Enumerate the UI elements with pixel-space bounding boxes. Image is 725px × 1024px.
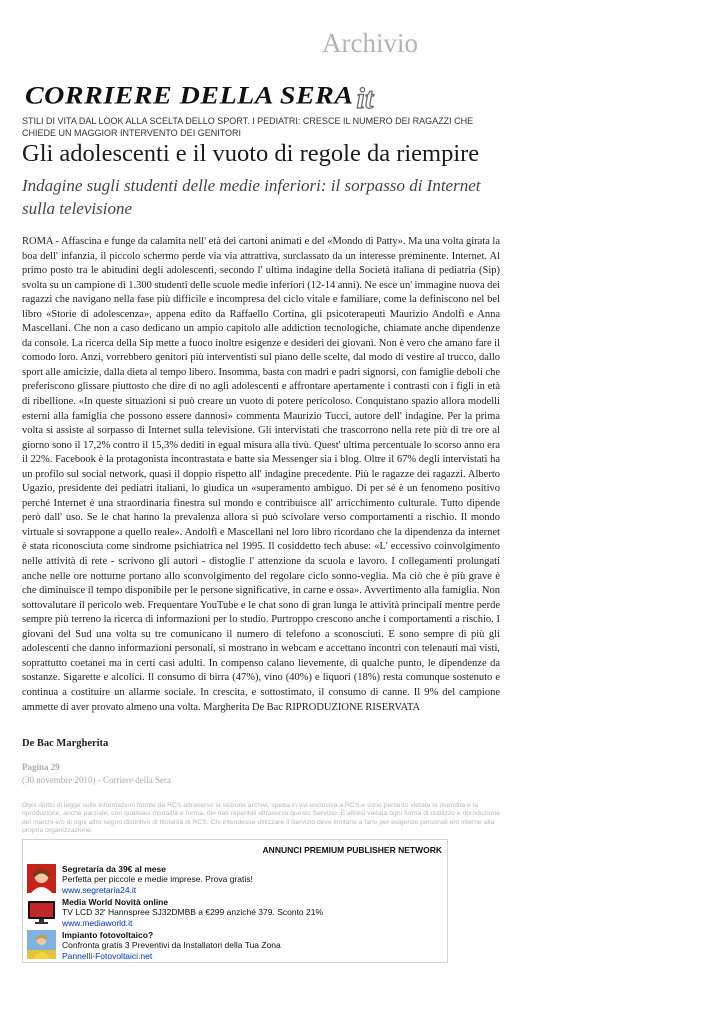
ad-description: TV LCD 32' Hannspree SJ32DMBB a €299 anziché 379. Sconto 21%: [62, 907, 324, 918]
article-body: ROMA - Affascina e funge da calamita nell' età dei cartoni animati e del «Mondo di Patty». Ma una volta girata la boa dell' infanzia, il piccolo schermo perde via via attrattiva, surclassato da un interesse preminente. Internet. Al primo posto tra le abitudini degli adolescenti, secondo l' ultima indagine della Società italiana di pediatria (Sip) svolta su un campione di 1.300 studenti delle scuole medie inferiori (12-14 anni). Ne esce un' immagine nuova dei ragazzi che navigano nella fase più difficile e incompresa del ciclo vitale e familiare, come la definiscono nel bel libro «Storie di adolescenza», appena edito da Raffaello Cortina, gli psicoterapeuti Maurizio Andolfi e Anna Mascellani. Che non a caso dedicano un ampio capitolo alle addiction tecnologiche, chiamate anche dipendenze da console. La ricerca della Sip mette a fuoco inoltre esigenze e desideri dei giovani. Non è vero che amano fare il comodo loro. Anzi, vorrebbero genitori più interventisti sul piano delle scelte, dal modo di vestire al trucco, dallo sport alle amicizie, dalla dieta al tempo libero. Insomma, basta con madri e padri signorsi, con famiglie deboli che preferiscono glissare piuttosto che dire di no agli adolescenti e affrontare apertamente i contrasti con i figli in età di ribellione. «In queste situazioni si può creare un vuoto di potere pericoloso. Conquistano spazio allora modelli esterni alla famiglia che possono essere dannosi» commenta Maurizio Tucci, autore dell' indagine. Per la prima volta si assiste al sorpasso di Internet sulla televisione. Gli intervistati che trascorrono nella rete più di tre ore al giorno sono il 17,2% contro il 15,3% dediti in egual misura alla tivù. Quest' ultima percentuale lo scorso anno era il 22%. Facebook è la protagonista incontrastata e batte sia Messenger sia i blog. Oltre il 67% degli intervistati ha un profilo sul social network, quasi il doppio rispetto all' indagine precedente. Più le ragazze dei ragazzi. Alberto Ugazio, presidente dei pediatri italiani, lo giudica un «superamento ambiguo. Di per sé è un fenomeno positivo perché Internet è una straordinaria finestra sul mondo e contribuisce all' arricchimento culturale. Tutto dipende però dall' uso. Se le chat hanno la prevalenza allora si può scivolare verso comportamenti a rischio. Il mondo virtuale si sovrappone a quello reale». Andolfi e Mascellani nel loro libro ricordano che la dipendenza da internet è stata riconosciuta come sindrome psichiatrica nel 1995. Il cosiddetto tech abuse: «L' eccessivo coinvolgimento nelle attività di rete - scrivono gli autori - distoglie l' attenzione da scuola e lavoro. I collegamenti prolungati anche nelle ore notturne portano allo sconvolgimento del regolare ciclo sonno-veglia. Ma ciò che è più grave è che diminuisce il tempo disponibile per le persone significative, in carne e ossa». Avvertimento alla famiglia. Non sottovalutare il pericolo web. Frequentare YouTube e le chat sono di gran lunga le attività principali mentre perde sempre più terreno la ricerca di informazioni per lo studio. Purtroppo crescono anche i comportamenti a rischio. I giovani del Sud una volta su tre comunicano il numero di telefono a sconosciuti. E sono sempre di più gli adolescenti che danno informazioni personali, si mostrano in webcam e accettano incontri con telenauti mai visti, soprattutto coetanei ma in certi casi adulti. In compenso calano lievemente, di qualche punto, le dipendenze da sostanze. Sigarette e alcolici. Il consumo di birra (47%), vino (40%) e liquori (18%) resta comunque sostenuto e continua a costituire un allarme sociale. In crescita, e sottostimato, il consumo di canne. Il 9% del campione ammette di aver provato almeno una volta. Margherita De Bac RIPRODUZIONE RISERVATA: [22, 236, 500, 713]
archive-label[interactable]: Archivio: [322, 28, 418, 58]
ad-description: Perfetta per piccole e medie imprese. Prova gratis!: [62, 874, 253, 885]
ad-url-link[interactable]: www.mediaworld.it: [62, 917, 133, 928]
publication-date: (30 novembre 2010) - Corriere della Sera: [22, 775, 171, 785]
woman-headset-photo-icon[interactable]: [27, 864, 56, 893]
article-title: Gli adolescenti e il vuoto di regole da riempire: [22, 140, 480, 167]
article-kicker: STILI DI VITA DAL LOOK ALLA SCELTA DELLO SPORT. I PEDIATRI: CRESCE IL NUMERO DEI RAGAZZI CHE CHIEDE UN MAGGIOR INTERVENTO DEI GENITORI: [22, 116, 474, 138]
ad-title[interactable]: Impianto fotovoltaico?: [62, 930, 154, 940]
ad-title[interactable]: Segretaria da 39€ al mese: [62, 864, 166, 874]
ad-item[interactable]: [27, 864, 437, 895]
masthead-logo[interactable]: [25, 80, 374, 115]
ads-header: ANNUNCI PREMIUM PUBLISHER NETWORK: [262, 845, 442, 855]
masthead-suffix: it: [356, 82, 374, 115]
masthead-name: CORRIERE DELLA SERA: [25, 81, 354, 110]
ad-title[interactable]: Media World Novità online: [62, 897, 169, 907]
page-number: Pagina 29: [22, 762, 60, 772]
ad-item[interactable]: [27, 897, 437, 928]
ad-description: Confronta gratis 3 Preventivi da Installatori della Tua Zona: [62, 940, 281, 951]
ads-box: [22, 839, 448, 963]
ad-url-link[interactable]: www.segretaria24.it: [62, 884, 137, 895]
ad-item[interactable]: [27, 930, 437, 961]
ad-url-link[interactable]: Pannelli-Fotovoltaici.net: [62, 950, 153, 961]
article-subtitle: Indagine sugli studenti delle medie inferiori: il sorpasso di Internet sulla televisione: [22, 176, 481, 218]
legal-notice: Ogni diritto di legge sulle informazioni fornite da RCS attraverso la sezione archivi, spetta in via esclusiva a RCS e sono pertanto vietate la rivendita e la riproduzione, anche parziale, con qualsiasi modalità e forma, dei dati reperibili attraverso questo Servizio. È altresì vietata ogni forma di riutilizzo e riproduzione dei marchi e/o di ogni altro segno distintivo di titolarità di RCS. Chi intendesse utilizzare il Servizio deve limitarsi a farlo per esigenze personali e/o interne alla propria organizzazione.: [22, 802, 500, 835]
solar-person-photo-icon[interactable]: [27, 930, 56, 959]
article-author: De Bac Margherita: [22, 738, 109, 749]
tv-photo-icon[interactable]: [27, 897, 56, 926]
